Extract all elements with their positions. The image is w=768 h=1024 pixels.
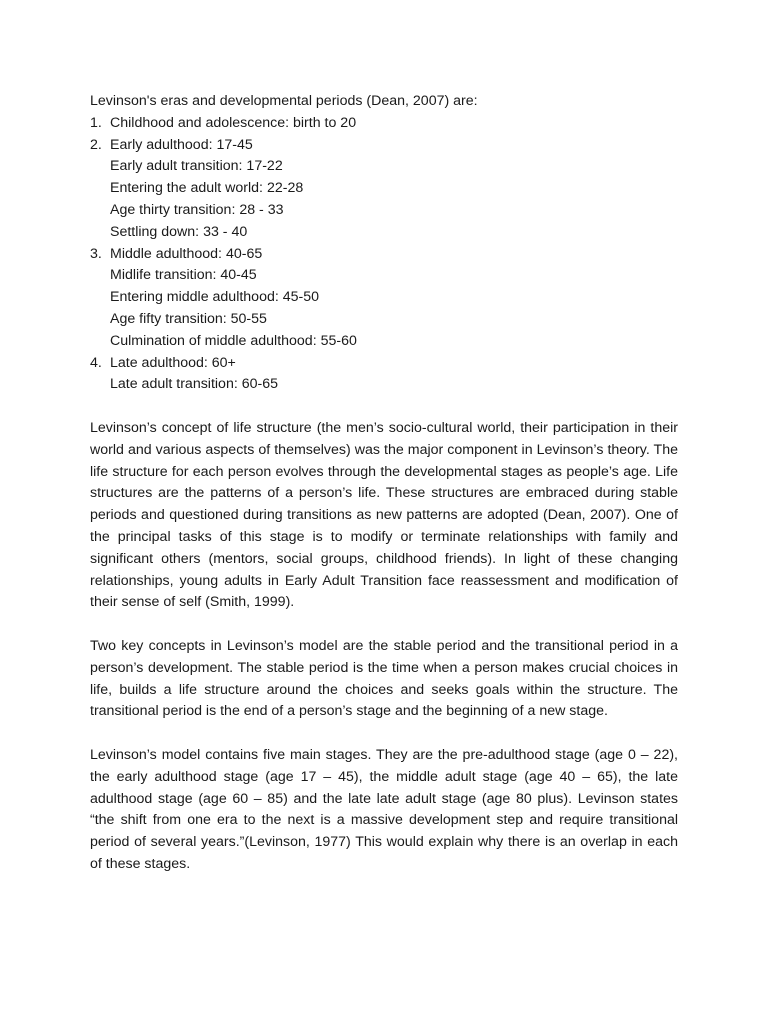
period-list bbox=[90, 374, 678, 396]
era-number: 3. bbox=[90, 245, 102, 262]
period-item: Age fifty transition: 50-55 bbox=[110, 310, 267, 327]
period-item: Entering the adult world: 22-28 bbox=[110, 180, 304, 197]
document-page bbox=[90, 91, 678, 876]
eras-list bbox=[90, 113, 678, 396]
era-label: Childhood and adolescence: birth to 20 bbox=[110, 114, 357, 131]
period-item: Culmination of middle adulthood: 55-60 bbox=[110, 332, 357, 349]
intro-line: Levinson's eras and developmental periods (Dean, 2007) are: bbox=[90, 93, 478, 109]
era-item bbox=[90, 353, 678, 397]
era-item bbox=[90, 244, 678, 353]
era-label: Middle adulthood: 40-65 bbox=[110, 245, 263, 262]
period-item: Early adult transition: 17-22 bbox=[110, 158, 283, 175]
era-item bbox=[90, 135, 678, 244]
period-list bbox=[90, 265, 678, 352]
era-item bbox=[90, 113, 678, 135]
era-label: Late adulthood: 60+ bbox=[110, 354, 236, 371]
era-label: Early adulthood: 17-45 bbox=[110, 136, 253, 153]
paragraph-key-concepts: Two key concepts in Levinson’s model are the stable period and the transitional period in a person’s development. The stable period is the time when a person makes crucial choices in life, builds a life structure around the choices and seeks goals within the structure. The transitional period is the end of a person’s stage and the beginning of a new stage. bbox=[90, 637, 678, 720]
period-item: Entering middle adulthood: 45-50 bbox=[110, 289, 320, 306]
period-item: Late adult transition: 60-65 bbox=[110, 376, 278, 393]
paragraph-life-structure: Levinson’s concept of life structure (the men’s socio-cultural world, their participation in their world and various aspects of themselves) was the major component in Levinson’s theory. The life structure for each person evolves through the developmental stages as people’s age. Life structures are the patterns of a person’s life. These structures are embraced during stable periods and questioned during transitions as new patterns are adopted (Dean, 2007). One of the principal tasks of this stage is to modify or terminate relationships with family and significant others (mentors, social groups, childhood friends). In light of these changing relationships, young adults in Early Adult Transition face reassessment and modification of their sense of self (Smith, 1999). bbox=[90, 419, 678, 611]
era-number: 4. bbox=[90, 354, 102, 371]
period-item: Age thirty transition: 28 - 33 bbox=[110, 201, 284, 218]
paragraph-five-stages: Levinson’s model contains five main stages. They are the pre-adulthood stage (age 0 – 22), the early adulthood stage (age 17 – 45), the middle adult stage (age 40 – 65), the late adulthood stage (age 60 – 85) and the late late adult stage (age 80 plus). Levinson states “the shift from one era to the next is a massive development step and require transitional period of several years.”(Levinson, 1977) This would explain why there is an overlap in each of these stages. bbox=[90, 746, 678, 872]
period-item: Midlife transition: 40-45 bbox=[110, 267, 257, 284]
period-list bbox=[90, 156, 678, 243]
period-item: Settling down: 33 - 40 bbox=[110, 223, 248, 240]
era-number: 2. bbox=[90, 136, 102, 153]
era-number: 1. bbox=[90, 114, 102, 131]
